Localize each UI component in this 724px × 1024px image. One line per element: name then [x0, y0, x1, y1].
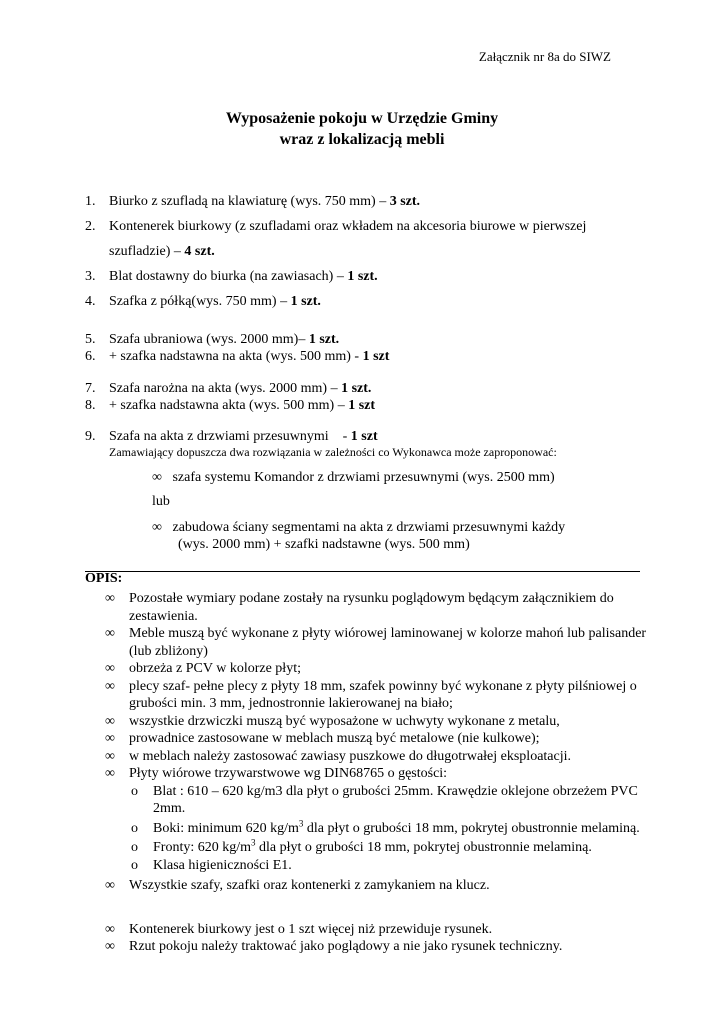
infinity-bullet-icon: ∞ [105, 748, 115, 764]
option-2-continuation: (wys. 2000 mm) + szafki nadstawne (wys. 500 mm) [178, 537, 470, 552]
list-item: ∞ Meble muszą być wykonane z płyty wiórowej laminowanej w kolorze mahoń lub palisander (lub zbliżony) [105, 626, 647, 659]
circle-bullet-icon: o [131, 820, 138, 836]
title-line-2: wraz z lokalizacją mebli [279, 131, 445, 148]
infinity-bullet-icon: ∞ [152, 470, 162, 485]
document-page: Załącznik nr 8a do SIWZ Wyposażenie pokoju w Urzędzie Gminy wraz z lokalizacją mebli 1. Biurko z szufladą na klawiaturę (wys. 750 mm) – 3 szt. 2. Kontenerek biurkowy (z szufladami oraz wkładem na akcesoria biurowe w pierwszej szufladzie) – 4 szt. 3. Blat dostawny do biurka (na zawiasach) – 1 szt. 4. Szafka z półką(wys. 750 mm) – 1 szt. 5. Szafa ubraniowa (wys. 2000 mm)– 1 szt. 6. + szafka nadstawna na akta (wys. 500 mm) - 1 szt 7. Szafa narożna na akta (wys. 2000 mm) – 1 szt. 8. + szafka nadstawna akta (wys. 500 mm) – 1 szt 9. Szafa na akta z drzwiami przesuwnymi - 1 szt Zamawiający dopuszcza dwa rozwiązania w zależności co Wykonawca może zaproponować: ∞ szafa systemu Komandor z drzwiami przesuwnymi (wys. 2500 mm) lub ∞ zabudowa ściany segmentami na akta z drzwiami przesuwnymi każdy (wys. 2000 mm) + szafki nadstawne (wys. 500 mm) OPIS: ∞ Pozostałe wymiary podane zostały na rysunku poglądowym będącym załącznikiem do zestawienia. ∞ Meble muszą być wykonane z płyty wiórowej laminowanej w kolorze mahoń lub palisander (lub zbliżony) ∞ obrzeża z PCV w kolorze płyt; ∞ plecy szaf- pełne plecy z płyty 18 mm, szafek powinny być wykonane z płyty pilśniowej o grubości min. 3 mm, jednostronnie lakierowanej na biało; ∞ wszystkie drzwiczki muszą być wyposażone w uchwyty wykonane z metalu, ∞ prowadnice zastosowane w meblach muszą być metalowe (nie kulkowe); ∞ w meblach należy zastosować zawiasy puszkowe do długotrwałej eksploatacji. ∞ Płyty wiórowe trzywarstwowe wg DIN68765 o gęstości: o Blat : 610 – 620 kg/m3 dla płyt o grubości 25mm. Krawędzie oklejone obrzeżem PVC 2mm. o Boki: minimum 620 $kg/m^3$ dla płyt o grubości 18 mm, pokrytej obustronnie melaminą. o Fronty: 620 $kg/m^3$ dla płyt o grubości 18 mm, pokrytej obustronnie melaminą. o Klasa higieniczności E1. ∞ Wszystkie szafy, szafki oraz kontenerki z zamykaniem na klucz. ∞ Kontenerek biurkowy jest o 1 szt więcej niż przewiduje rysunek. ∞ Rzut pokoju należy traktować jako poglądowy a nie jako rysunek techniczny. [0, 0, 724, 1024]
list-item: ∞ obrzeża z PCV w kolorze płyt; [105, 661, 301, 676]
sub-list-item: o Klasa higieniczności E1. [131, 857, 292, 873]
option-2: ∞ zabudowa ściany segmentami na akta z drzwiami przesuwnymi każdy [152, 520, 566, 535]
option-1: ∞ szafa systemu Komandor z drzwiami przesuwnymi (wys. 2500 mm) [152, 470, 555, 485]
infinity-bullet-icon: ∞ [152, 520, 162, 535]
infinity-bullet-icon: ∞ [105, 731, 115, 746]
section-divider [85, 571, 640, 572]
list-item: ∞ prowadnice zastosowane w meblach muszą być metalowe (nie kulkowe); [105, 731, 540, 746]
list-item: ∞ Kontenerek biurkowy jest o 1 szt więcej niż przewiduje rysunek. [105, 921, 493, 937]
list-item: ∞ wszystkie drzwiczki muszą być wyposażone w uchwyty wykonane z metalu, [105, 713, 560, 729]
opis-heading: OPIS: [85, 571, 123, 586]
list-item: ∞ Płyty wiórowe trzywarstwowe wg DIN68765 o gęstości: [105, 766, 448, 781]
annex-label: Załącznik nr 8a do SIWZ [478, 49, 611, 64]
list-item: ∞ w meblach należy zastosować zawiasy puszkowe do długotrwałej eksploatacji. [105, 748, 572, 764]
infinity-bullet-icon: ∞ [105, 766, 115, 781]
infinity-bullet-icon: ∞ [105, 661, 115, 676]
list-item: ∞ plecy szaf- pełne plecy z płyty 18 mm, szafek powinny być wykonane z płyty pilśniowej o grubości min. 3 mm, jednostronnie lakierowanej na biało; [105, 678, 637, 711]
option-separator: lub [152, 494, 170, 509]
opis-list [105, 590, 665, 956]
list-item: ∞ Wszystkie szafy, szafki oraz kontenerki z zamykaniem na klucz. [105, 878, 490, 893]
document-title [0, 108, 724, 150]
infinity-bullet-icon: ∞ [105, 878, 115, 893]
infinity-bullet-icon: ∞ [105, 626, 115, 641]
list-item: ∞ Rzut pokoju należy traktować jako poglądowy a nie jako rysunek techniczny. [105, 939, 563, 954]
sub-list-item: o Boki: minimum 620 $kg/m^3$ dla płyt o grubości 18 mm, pokrytej obustronnie melaminą. [131, 817, 640, 836]
item9-note: Zamawiający dopuszcza dwa rozwiązania w zależności co Wykonawca może zaproponować: [109, 445, 557, 459]
sub-list-item: o Blat : 610 – 620 kg/m3 dla płyt o grubości 25mm. Krawędzie oklejone obrzeżem PVC 2mm. [131, 783, 638, 816]
circle-bullet-icon: o [131, 783, 138, 799]
circle-bullet-icon: o [131, 840, 138, 855]
infinity-bullet-icon: ∞ [105, 678, 115, 694]
circle-bullet-icon: o [131, 857, 138, 873]
infinity-bullet-icon: ∞ [105, 921, 115, 937]
list-item: ∞ Pozostałe wymiary podane zostały na rysunku poglądowym będącym załącznikiem do zestawienia. [105, 591, 614, 624]
infinity-bullet-icon: ∞ [105, 713, 115, 729]
infinity-bullet-icon: ∞ [105, 591, 115, 606]
title-line-1: Wyposażenie pokoju w Urzędzie Gminy [225, 110, 499, 127]
sub-list-item: o Fronty: 620 $kg/m^3$ dla płyt o grubości 18 mm, pokrytej obustronnie melaminą. [131, 837, 592, 855]
infinity-bullet-icon: ∞ [105, 939, 115, 954]
